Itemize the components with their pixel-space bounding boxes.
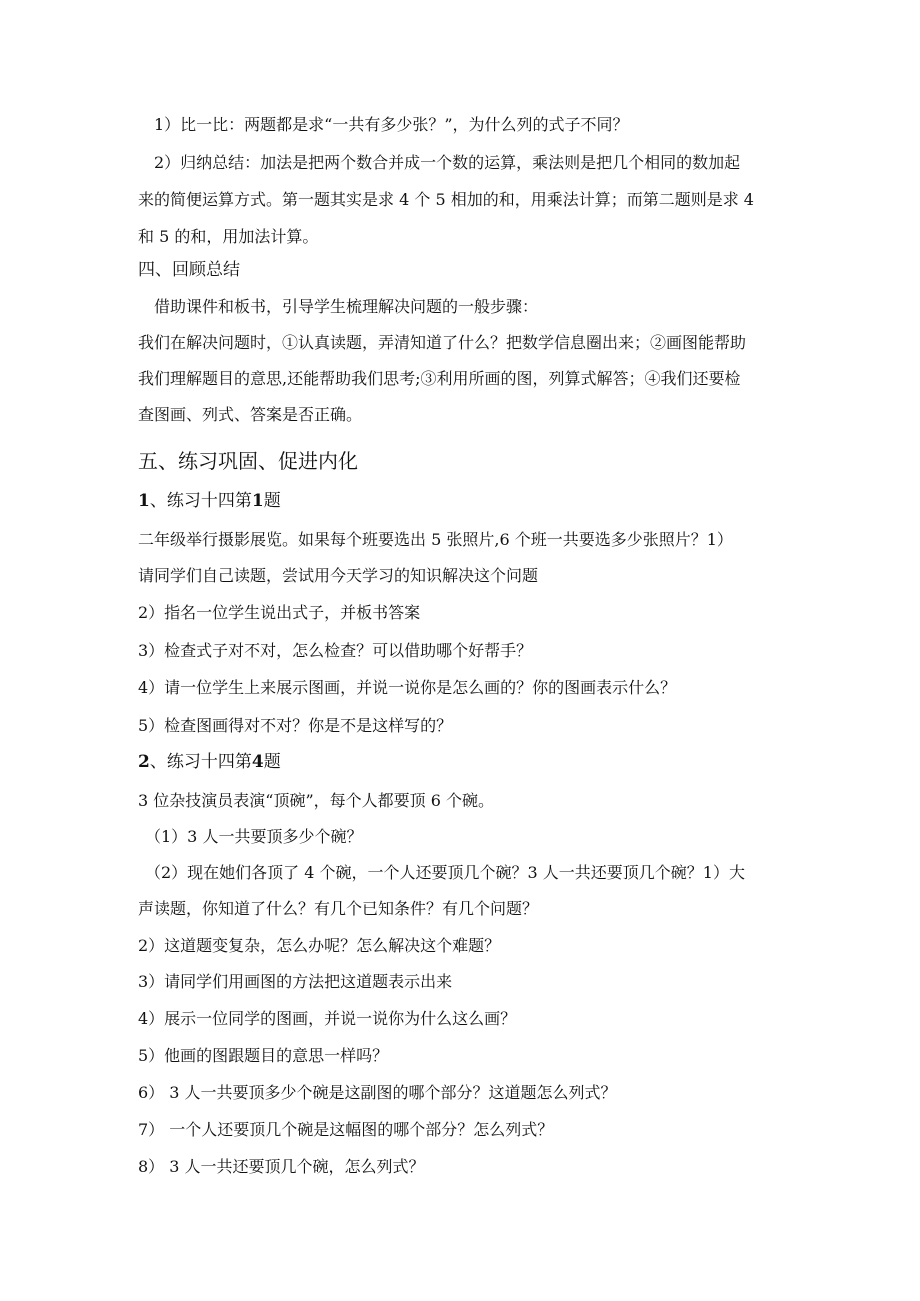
paragraph-line: 3）检查式子对不对，怎么检查？可以借助哪个好帮手？: [138, 641, 533, 660]
paragraph-line: 4）展示一位同学的图画，并说一说你为什么这么画？: [138, 1009, 517, 1028]
paragraph-line: 2）这道题变复杂，怎么办呢？怎么解决这个难题？: [138, 936, 501, 955]
paragraph-line: 5）他画的图跟题目的意思一样吗？: [138, 1046, 389, 1065]
paragraph-line: 3）请同学们用画图的方法把这道题表示出来: [138, 972, 453, 991]
exercise-heading-2: [138, 751, 788, 773]
paragraph-line: 二年级举行摄影展览。如果每个班要选出 5 张照片,6 个班一共要选多少张照片？1）: [138, 530, 733, 549]
paragraph-line: 和 5 的和，用加法计算。: [138, 227, 319, 246]
paragraph-line: （1）3 人一共要顶多少个碗？: [145, 827, 363, 846]
paragraph-line: 查图画、列式、答案是否正确。: [138, 405, 363, 424]
paragraph-line: 5）检查图画得对不对？你是不是这样写的？: [138, 716, 453, 735]
paragraph-line: 借助课件和板书，引导学生梳理解决问题的一般步骤：: [154, 297, 539, 316]
paragraph-line: 1）比一比：两题都是求“一共有多少张？”，为什么列的式子不同？: [154, 115, 629, 134]
paragraph-line: 4）请一位学生上来展示图画，并说一说你是怎么画的？你的图画表示什么？: [138, 678, 677, 697]
exercise-tail: 题: [263, 491, 281, 511]
paragraph-line: 请同学们自己读题，尝试用今天学习的知识解决这个问题: [138, 566, 539, 585]
paragraph-line: 来的简便运算方式。第一题其实是求 4 个 5 相加的和，用乘法计算；而第二题则是求 4: [138, 190, 754, 209]
exercise-number: 1: [138, 491, 150, 511]
paragraph-line: 我们理解题目的意思,还能帮助我们思考;③利用所画的图，列算式解答；④我们还要检: [138, 369, 741, 388]
exercise-tail: 题: [263, 752, 281, 772]
paragraph-line: （2）现在她们各顶了 4 个碗，一个人还要顶几个碗？3 人一共还要顶几个碗？1）大: [145, 863, 745, 882]
exercise-problem-number: 1: [251, 491, 264, 511]
paragraph-line: 8） 3 人一共还要顶几个碗，怎么列式？: [138, 1157, 425, 1176]
exercise-label: 、练习十四第: [149, 491, 252, 511]
paragraph-line: 7） 一个人还要顶几个碗是这幅图的哪个部分？怎么列式？: [138, 1120, 554, 1139]
section-heading-practice: 五、练习巩固、促进内化: [138, 449, 358, 473]
exercise-problem-number: 4: [251, 752, 264, 772]
exercise-heading-1: [138, 490, 788, 512]
paragraph-line: 我们在解决问题时，①认真读题，弄清知道了什么？把数学信息圈出来；②画图能帮助: [138, 333, 747, 352]
paragraph-line: 6） 3 人一共要顶多少个碗是这副图的哪个部分？这道题怎么列式？: [138, 1083, 617, 1102]
paragraph-line: 2）归纳总结：加法是把两个数合并成一个数的运算，乘法则是把几个相同的数加起: [154, 153, 741, 172]
exercise-number: 2: [138, 752, 150, 772]
paragraph-line: 声读题，你知道了什么？有几个已知条件？有几个问题？: [138, 899, 539, 918]
paragraph-line: 2）指名一位学生说出式子，并板书答案: [138, 603, 421, 622]
paragraph-line: 3 位杂技演员表演“顶碗”，每个人都要顶 6 个碗。: [138, 791, 494, 810]
section-heading-review: 四、回顾总结: [138, 260, 240, 280]
exercise-label: 、练习十四第: [149, 752, 252, 772]
